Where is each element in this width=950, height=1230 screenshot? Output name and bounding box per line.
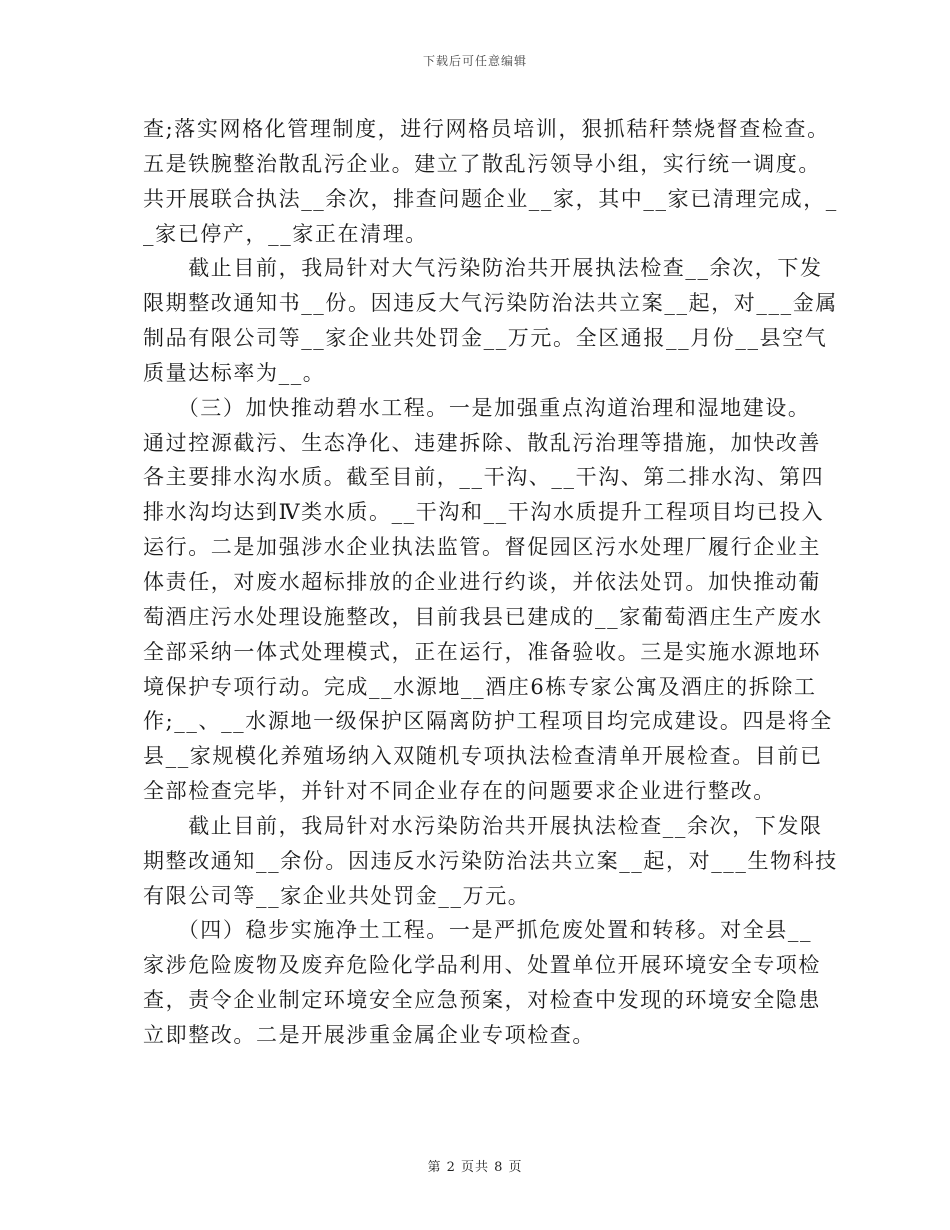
text-line: 五是铁腕整治散乱污企业。建立了散乱污领导小组，实行统一调度。 (143, 151, 821, 176)
document-body (143, 112, 838, 1053)
text-line: 立即整改。二是开展涉重金属企业专项检查。 (143, 1022, 595, 1047)
text-line: 限期整改通知书__份。因违反大气污染防治法共立案__起，对___金属 (143, 291, 838, 316)
text-line: 通过控源截污、生态净化、违建拆除、散乱污治理等措施，加快改善 (143, 430, 821, 455)
page-number-footer: 第 2 页共 8 页 (427, 1160, 523, 1175)
text-line: 有限公司等__家企业共处罚金__万元。 (143, 883, 531, 908)
text-line: 境保护专项行动。完成__水源地__酒庄6栋专家公寓及酒庄的拆除工 (143, 674, 817, 699)
text-line: 质量达标率为__。 (143, 360, 326, 385)
text-line: 县__家规模化养殖场纳入双随机专项执法检查清单开展检查。目前已 (143, 744, 823, 769)
text-line: 查;落实网格化管理制度，进行网格员培训，狠抓秸秆禁烧督查检查。 (143, 117, 830, 141)
text-line: 查，责令企业制定环境安全应急预案，对检查中发现的环境安全隐患 (143, 988, 821, 1013)
text-line: （四）稳步实施净土工程。一是严抓危废处置和转移。对全县__ (143, 918, 813, 943)
text-line: 作;__、__水源地一级保护区隔离防护工程项目均完成建设。四是将全 (143, 709, 833, 734)
text-line: 运行。二是加强涉水企业执法监管。督促园区污水处理厂履行企业主 (143, 535, 821, 560)
text-line: 体责任，对废水超标排放的企业进行约谈，并依法处罚。加快推动葡 (143, 569, 821, 594)
text-line: 全部检查完毕，并针对不同企业存在的问题要求企业进行整改。 (143, 779, 776, 804)
text-line: 全部采纳一体式处理模式，正在运行，准备验收。三是实施水源地环 (143, 639, 821, 664)
text-line: 萄酒庄污水处理设施整改，目前我县已建成的__家葡萄酒庄生产废水 (143, 604, 823, 629)
text-line: 家涉危险废物及废弃危险化学品利用、处置单位开展环境安全专项检 (143, 953, 821, 978)
text-line: 截止目前，我局针对大气污染防治共开展执法检查__余次，下发 (143, 256, 823, 281)
page-header: 下载后可任意编辑 (422, 54, 527, 68)
text-line: 截止目前，我局针对水污染防治共开展执法检查__余次，下发限 (143, 813, 823, 838)
text-line: _家已停产，__家正在清理。 (143, 221, 428, 246)
text-line: 期整改通知__余份。因违反水污染防治法共立案__起，对___生物科技 (143, 848, 838, 873)
text-line: 各主要排水沟水质。截至目前，__干沟、__干沟、第二排水沟、第四 (143, 465, 825, 490)
text-line: （三）加快推动碧水工程。一是加强重点沟道治理和湿地建设。 (143, 395, 811, 420)
text-line: 排水沟均达到Ⅳ类水质。__干沟和__干沟水质提升工程项目均已投入 (143, 500, 825, 525)
text-line: 制品有限公司等__家企业共处罚金__万元。全区通报__月份__县空气 (143, 326, 828, 351)
text-line: 共开展联合执法__余次，排查问题企业__家，其中__家已清理完成，_ (143, 186, 838, 211)
